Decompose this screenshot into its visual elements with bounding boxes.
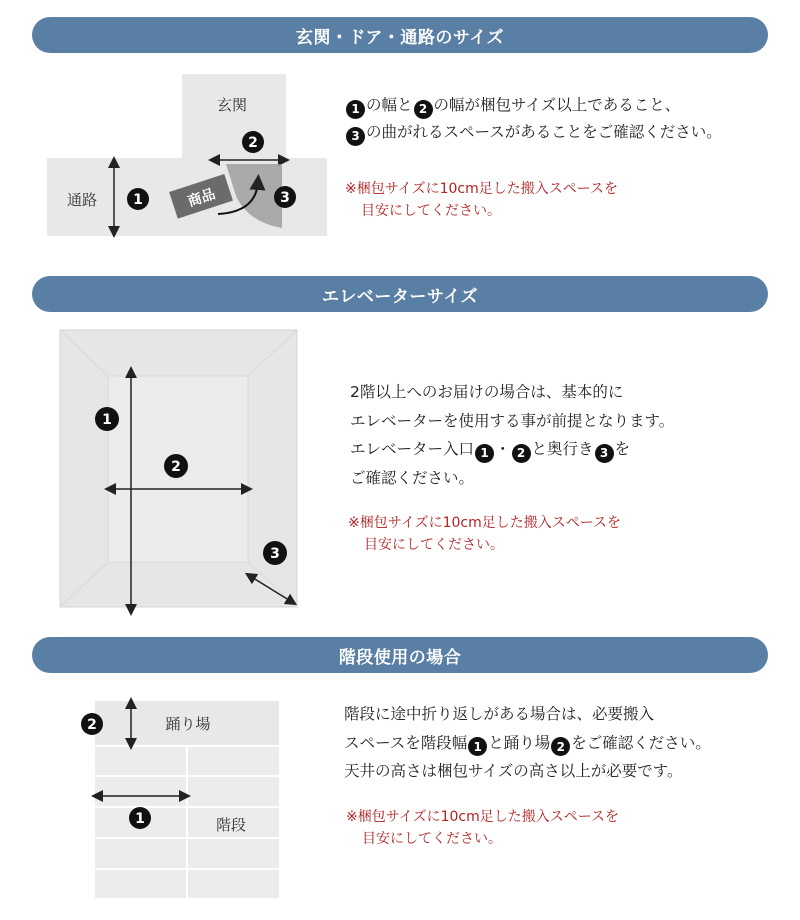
entrance-instructions: 1 の幅と 2 の幅が梱包サイズ以上であること、 3 の曲がれるスペースがあることをご確認ください。 bbox=[345, 92, 722, 146]
elevator-instructions: 2階以上へのお届けの場合は、基本的に エレベーターを使用する事が前提となります。 エレベーター入口 1 ・ 2 と奥行き 3 を ご確認ください。 bbox=[350, 383, 675, 487]
number-badge-3: 3 bbox=[595, 444, 614, 463]
entrance-diagram bbox=[47, 74, 327, 236]
stairs-instructions: 階段に途中折り返しがある場合は、必要搬入 スペースを階段幅 1 と踊り場 2 をご確認ください。 天井の高さは梱包サイズの高さ以上が必要です。 bbox=[344, 705, 711, 780]
number-badge-1: 1 bbox=[475, 444, 494, 463]
stairs-note: ※梱包サイズに10cm足した搬入スペースを 目安にしてください。 bbox=[346, 809, 620, 847]
entrance-note: ※梱包サイズに10cm足した搬入スペースを 目安にしてください。 bbox=[345, 181, 619, 219]
number-badge-2: 2 bbox=[512, 444, 531, 463]
elevator-diagram bbox=[60, 330, 297, 610]
elevator-note: ※梱包サイズに10cm足した搬入スペースを 目安にしてください。 bbox=[348, 515, 622, 553]
number-badge-1: 1 bbox=[346, 100, 365, 119]
corridor-label: 通路 bbox=[66, 191, 98, 209]
section-header-elevator: エレベーターサイズ bbox=[32, 276, 768, 312]
entrance-label: 玄関 bbox=[216, 96, 248, 114]
svg-text:1: 1 bbox=[133, 192, 143, 208]
number-badge-2: 2 bbox=[551, 737, 570, 756]
section-header-entrance: 玄関・ドア・通路のサイズ bbox=[32, 17, 768, 53]
svg-text:1: 1 bbox=[135, 811, 145, 827]
svg-text:2: 2 bbox=[171, 459, 181, 475]
number-badge-3: 3 bbox=[346, 127, 365, 146]
svg-text:3: 3 bbox=[270, 546, 280, 562]
landing-label: 踊り場 bbox=[165, 715, 211, 733]
stairs-diagram bbox=[81, 701, 279, 898]
svg-text:商品: 商品 bbox=[185, 186, 218, 211]
svg-text:3: 3 bbox=[280, 190, 290, 206]
svg-text:2: 2 bbox=[87, 717, 97, 733]
number-badge-2: 2 bbox=[414, 100, 433, 119]
number-badge-1: 1 bbox=[468, 737, 487, 756]
svg-text:1: 1 bbox=[102, 412, 112, 428]
stairs-label: 階段 bbox=[215, 816, 247, 834]
svg-text:2: 2 bbox=[248, 135, 258, 151]
section-header-stairs: 階段使用の場合 bbox=[32, 637, 768, 673]
